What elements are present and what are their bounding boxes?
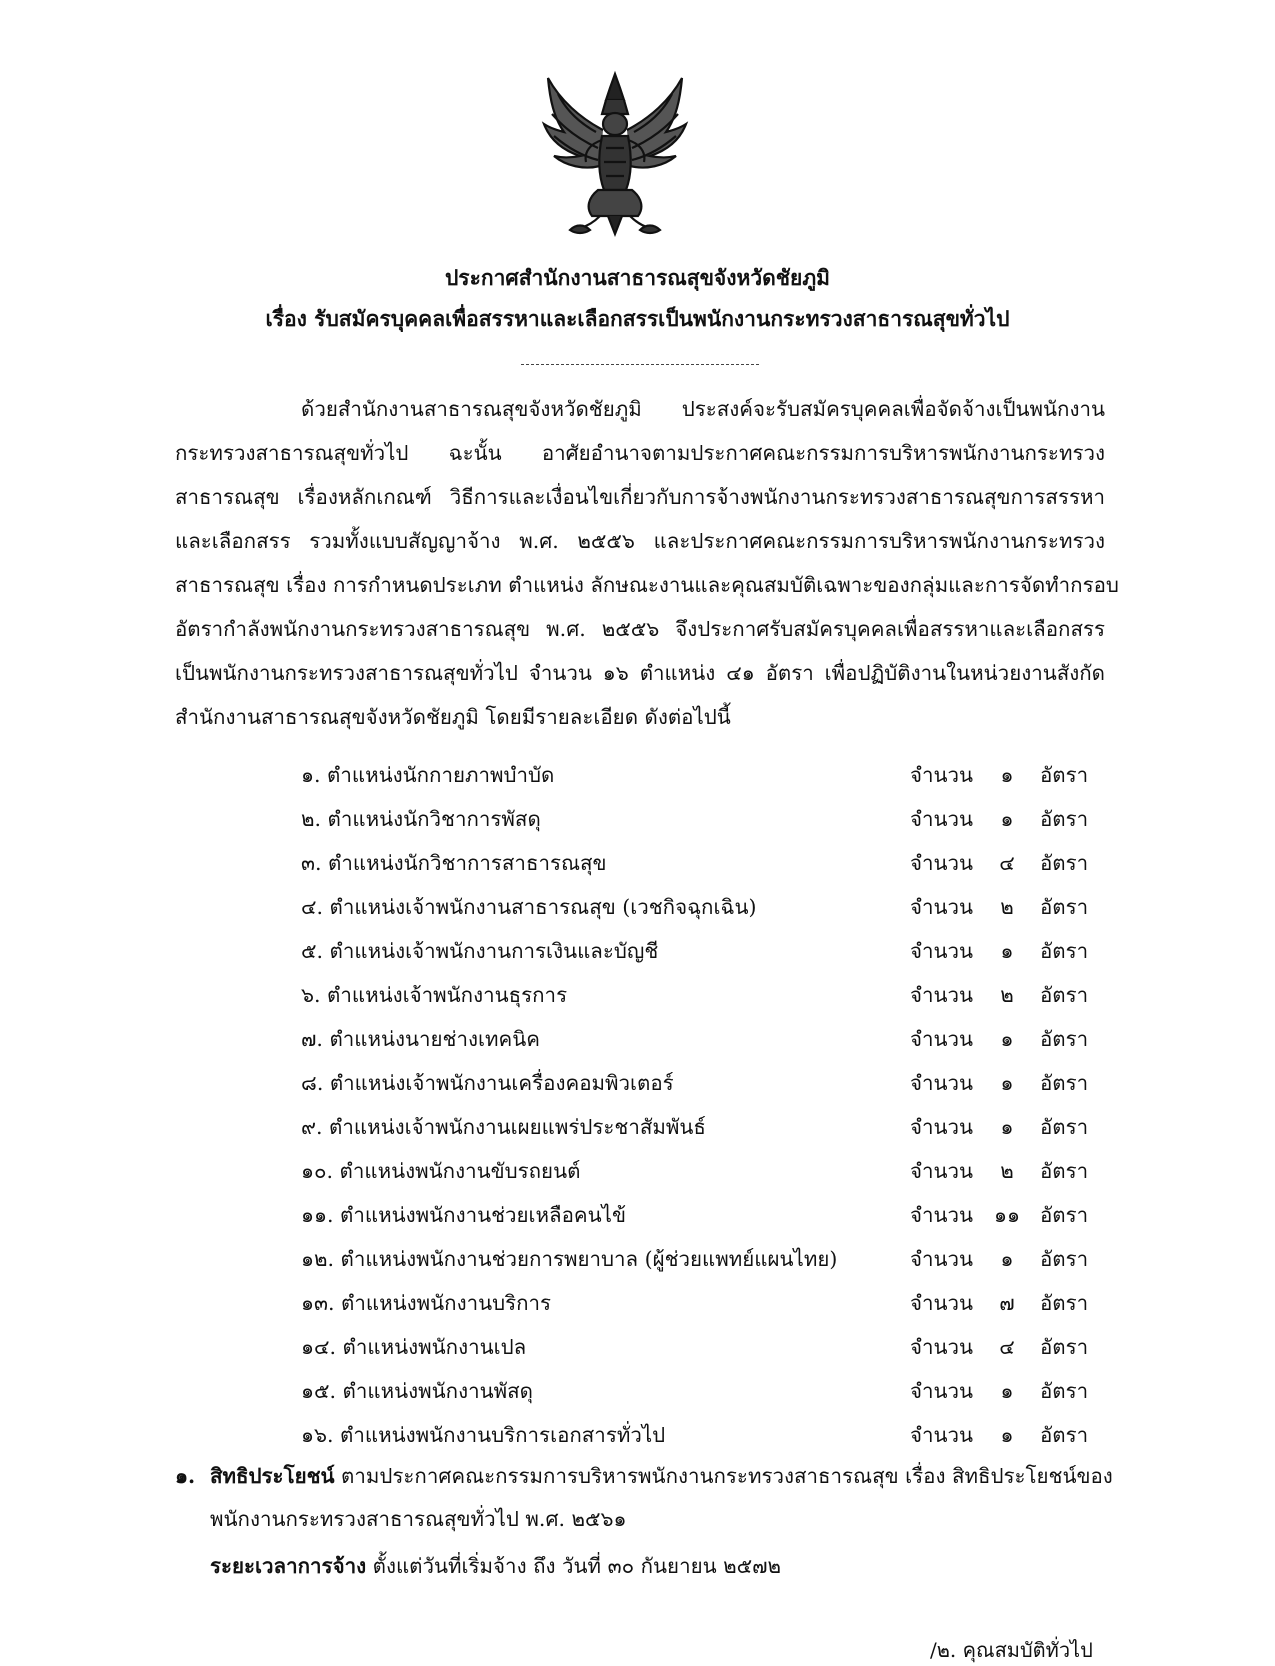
position-count: ๑	[1000, 807, 1014, 831]
position-name: ๑๓. ตำแหน่งพนักงานบริการ	[301, 1291, 552, 1315]
position-name: ๗. ตำแหน่งนายช่างเทคนิค	[301, 1027, 540, 1051]
position-name: ๑๖. ตำแหน่งพนักงานบริการเอกสารทั่วไป	[301, 1423, 666, 1447]
section-benefits-line-2: พนักงานกระทรวงสาธารณสุขทั่วไป พ.ศ. ๒๕๖๑	[210, 1507, 627, 1531]
position-name: ๓. ตำแหน่งนักวิชาการสาธารณสุข	[301, 851, 607, 875]
unit-label: อัตรา	[1040, 1423, 1089, 1447]
position-count: ๑๑	[993, 1203, 1021, 1227]
position-name: ๘. ตำแหน่งเจ้าพนักงานเครื่องคอมพิวเตอร์	[301, 1071, 674, 1095]
count-label: จำนวน	[910, 939, 974, 963]
unit-label: อัตรา	[1040, 895, 1089, 919]
position-count: ๑	[1000, 1423, 1014, 1447]
position-count: ๑	[1000, 1027, 1014, 1051]
intro-line: และเลือกสรร รวมทั้งแบบสัญญาจ้าง พ.ศ. ๒๕๕๖ และประกาศคณะกรรมการบริหารพนักงานกระทรวง	[175, 529, 1105, 553]
position-count: ๔	[999, 851, 1015, 875]
count-label: จำนวน	[910, 895, 974, 919]
intro-line: กระทรวงสาธารณสุขทั่วไป ฉะนั้น อาศัยอำนาจตามประกาศคณะกรรมการบริหารพนักงานกระทรวง	[175, 441, 1105, 465]
position-count: ๒	[1000, 983, 1014, 1007]
unit-label: อัตรา	[1040, 1335, 1089, 1359]
position-name: ๖. ตำแหน่งเจ้าพนักงานธุรการ	[301, 983, 568, 1007]
unit-label: อัตรา	[1040, 939, 1089, 963]
section-number: ๑.	[175, 1464, 196, 1488]
count-label: จำนวน	[910, 1203, 974, 1227]
position-name: ๑๕. ตำแหน่งพนักงานพัสดุ	[301, 1379, 533, 1403]
unit-label: อัตรา	[1040, 851, 1089, 875]
count-label: จำนวน	[910, 1027, 974, 1051]
section-text: ตามประกาศคณะกรรมการบริหารพนักงานกระทรวงสาธารณสุข เรื่อง สิทธิประโยชน์ของ	[334, 1464, 1113, 1488]
position-name: ๑. ตำแหน่งนักกายภาพบำบัด	[301, 763, 555, 787]
position-name: ๑๔. ตำแหน่งพนักงานเปล	[301, 1335, 527, 1359]
announcement-title: ประกาศสำนักงานสาธารณสุขจังหวัดชัยภูมิ	[444, 265, 831, 290]
intro-line: สาธารณสุข เรื่องหลักเกณฑ์ วิธีการและเงื่อนไขเกี่ยวกับการจ้างพนักงานกระทรวงสาธารณสุขการสรรหา	[175, 485, 1105, 509]
position-count: ๗	[999, 1291, 1015, 1315]
section-benefits-line	[210, 1460, 1113, 1493]
intro-line: เป็นพนักงานกระทรวงสาธารณสุขทั่วไป จำนวน ๑๖ ตำแหน่ง ๔๑ อัตรา เพื่อปฏิบัติงานในหน่วยงานสังกัด	[175, 661, 1105, 685]
count-label: จำนวน	[910, 1379, 974, 1403]
position-count: ๑	[1000, 763, 1014, 787]
section-heading: สิทธิประโยชน์	[210, 1464, 335, 1488]
count-label: จำนวน	[910, 851, 974, 875]
unit-label: อัตรา	[1040, 1247, 1089, 1271]
announcement-subject: เรื่อง รับสมัครบุคคลเพื่อสรรหาและเลือกสรรเป็นพนักงานกระทรวงสาธารณสุขทั่วไป	[265, 306, 1010, 331]
position-count: ๔	[999, 1335, 1015, 1359]
employment-period-text: ตั้งแต่วันที่เริ่มจ้าง ถึง วันที่ ๓๐ กันยายน ๒๕๗๒	[366, 1554, 782, 1578]
position-count: ๑	[1000, 1115, 1014, 1139]
garuda-emblem-icon	[540, 70, 690, 238]
position-name: ๑๒. ตำแหน่งพนักงานช่วยการพยาบาล (ผู้ช่วยแพทย์แผนไทย)	[301, 1247, 838, 1271]
position-count: ๑	[1000, 1247, 1014, 1271]
position-count: ๑	[1000, 939, 1014, 963]
unit-label: อัตรา	[1040, 1115, 1089, 1139]
count-label: จำนวน	[910, 1115, 974, 1139]
employment-period-line	[210, 1550, 781, 1583]
unit-label: อัตรา	[1040, 807, 1089, 831]
position-name: ๙. ตำแหน่งเจ้าพนักงานเผยแพร่ประชาสัมพันธ์	[301, 1115, 706, 1139]
position-count: ๒	[1000, 895, 1014, 919]
position-name: ๕. ตำแหน่งเจ้าพนักงานการเงินและบัญชี	[301, 939, 659, 963]
count-label: จำนวน	[910, 1247, 974, 1271]
position-count: ๑	[1000, 1071, 1014, 1095]
unit-label: อัตรา	[1040, 1071, 1089, 1095]
title-divider	[521, 364, 759, 365]
unit-label: อัตรา	[1040, 1027, 1089, 1051]
continuation-note: /๒. คุณสมบัติทั่วไป	[930, 1638, 1093, 1662]
count-label: จำนวน	[910, 807, 974, 831]
count-label: จำนวน	[910, 983, 974, 1007]
employment-period-heading: ระยะเวลาการจ้าง	[210, 1554, 367, 1578]
count-label: จำนวน	[910, 1071, 974, 1095]
position-name: ๒. ตำแหน่งนักวิชาการพัสดุ	[301, 807, 541, 831]
unit-label: อัตรา	[1040, 1203, 1089, 1227]
count-label: จำนวน	[910, 763, 974, 787]
unit-label: อัตรา	[1040, 1291, 1089, 1315]
unit-label: อัตรา	[1040, 983, 1089, 1007]
position-count: ๒	[1000, 1159, 1014, 1183]
intro-line: สำนักงานสาธารณสุขจังหวัดชัยภูมิ โดยมีรายละเอียด ดังต่อไปนี้	[175, 705, 731, 729]
count-label: จำนวน	[910, 1423, 974, 1447]
intro-line: สาธารณสุข เรื่อง การกำหนดประเภท ตำแหน่ง ลักษณะงานและคุณสมบัติเฉพาะของกลุ่มและการจัดทำกรอบ	[175, 573, 1119, 597]
position-count: ๑	[1000, 1379, 1014, 1403]
unit-label: อัตรา	[1040, 763, 1089, 787]
unit-label: อัตรา	[1040, 1379, 1089, 1403]
unit-label: อัตรา	[1040, 1159, 1089, 1183]
count-label: จำนวน	[910, 1159, 974, 1183]
position-name: ๔. ตำแหน่งเจ้าพนักงานสาธารณสุข (เวชกิจฉุกเฉิน)	[301, 895, 757, 919]
intro-line: อัตรากำลังพนักงานกระทรวงสาธารณสุข พ.ศ. ๒๕๕๖ จึงประกาศรับสมัครบุคคลเพื่อสรรหาและเลือกสรร	[175, 617, 1105, 641]
count-label: จำนวน	[910, 1335, 974, 1359]
position-name: ๑๑. ตำแหน่งพนักงานช่วยเหลือคนไข้	[301, 1203, 626, 1227]
intro-line: ด้วยสำนักงานสาธารณสุขจังหวัดชัยภูมิ ประสงค์จะรับสมัครบุคคลเพื่อจัดจ้างเป็นพนักงาน	[301, 397, 1105, 421]
position-name: ๑๐. ตำแหน่งพนักงานขับรถยนต์	[301, 1159, 581, 1183]
count-label: จำนวน	[910, 1291, 974, 1315]
